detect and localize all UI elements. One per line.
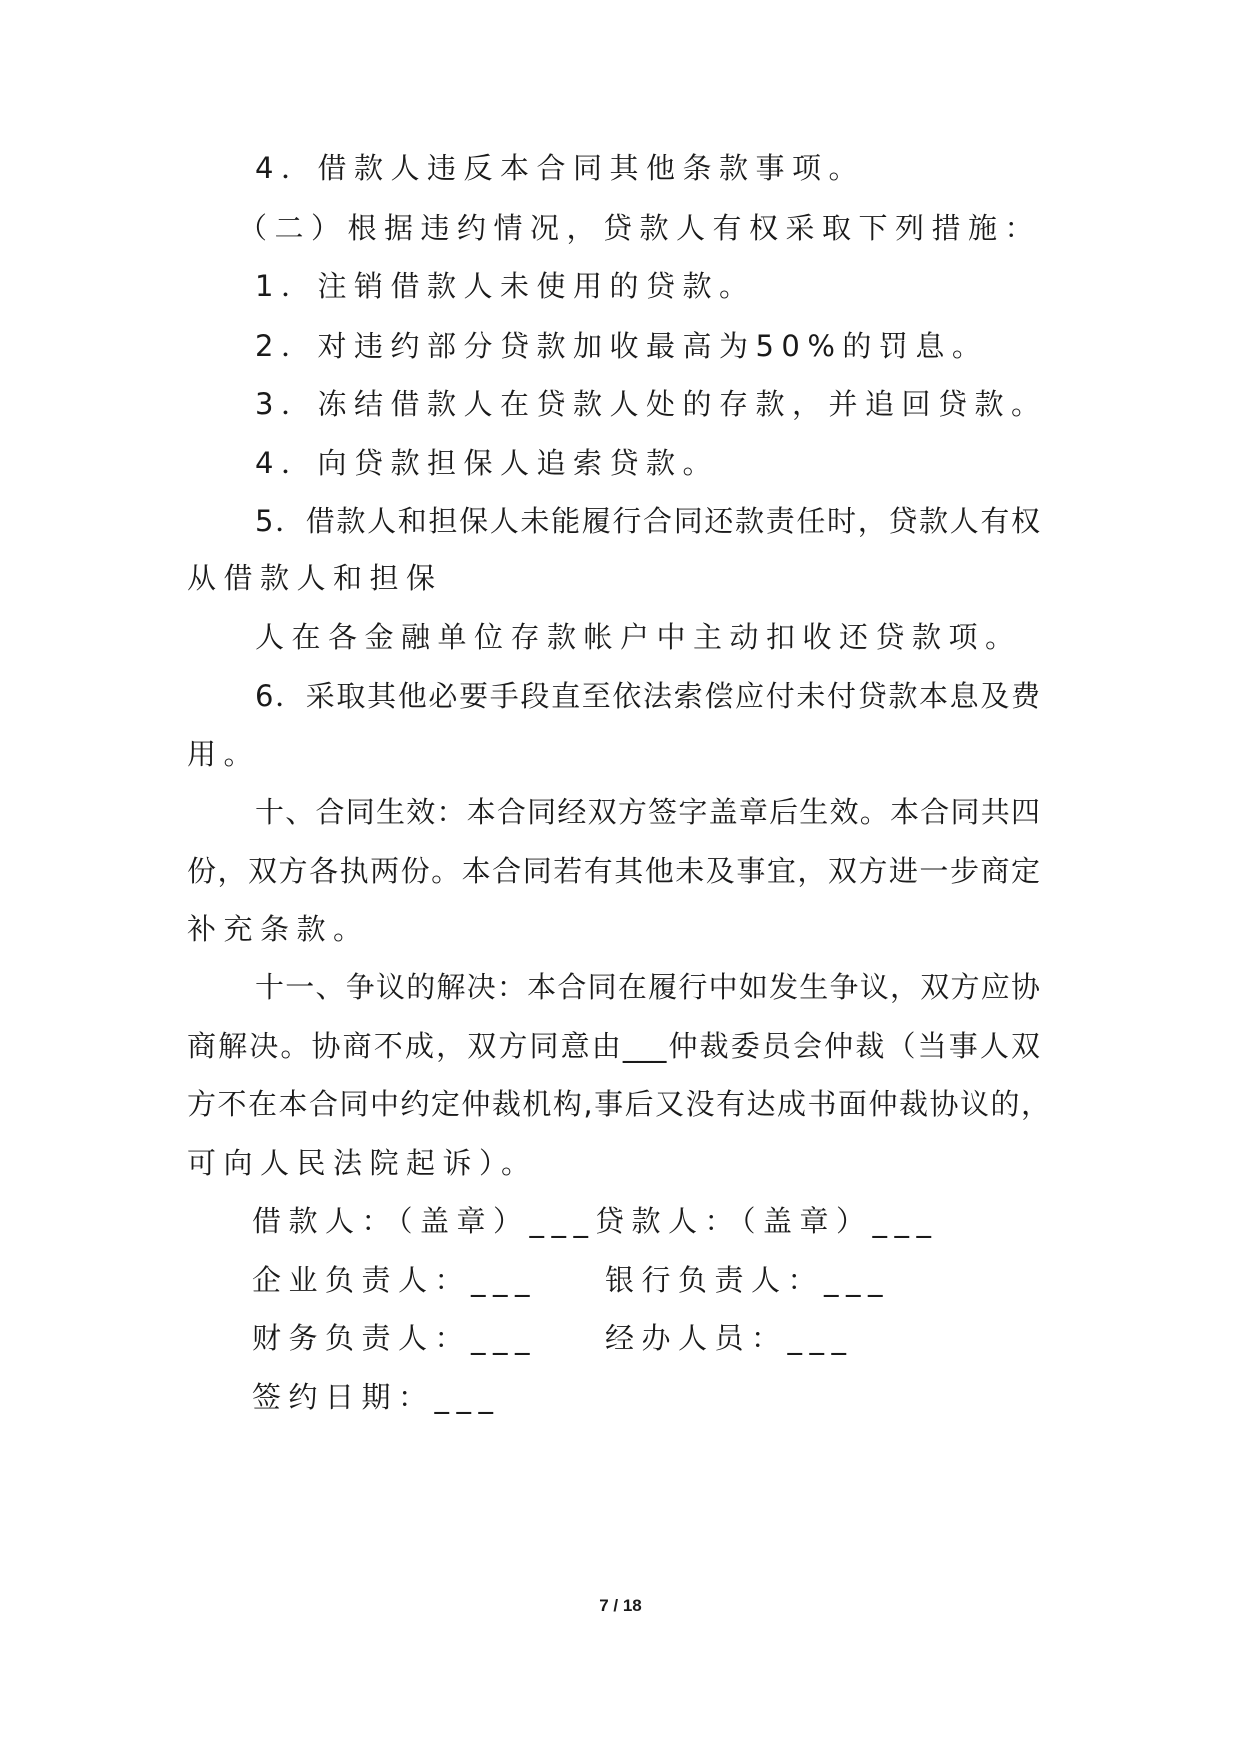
clause-line: 用。 (187, 737, 261, 771)
clause-line: 商解决。协商不成，双方同意由___仲裁委员会仲裁（当事人双 (187, 1029, 1040, 1063)
clause-line: 3．冻结借款人在贷款人处的存款，并追回贷款。 (255, 387, 1048, 421)
borrower-signature: 借款人：（盖章）___ (252, 1204, 596, 1238)
clause-line: 可向人民法院起诉）。 (187, 1146, 538, 1180)
clause-line: 4．向贷款担保人追索贷款。 (255, 446, 719, 480)
clause-line: 方不在本合同中约定仲裁机构,事后又没有达成书面仲裁协议的， (187, 1087, 1050, 1121)
finance-head-signature: 财务负责人：___ (252, 1321, 538, 1355)
handler-signature: 经办人员：___ (605, 1321, 854, 1355)
clause-line: 2．对违约部分贷款加收最高为50%的罚息。 (255, 329, 989, 363)
clause-line: 补充条款。 (187, 912, 370, 946)
clause-line: 5．借款人和担保人未能履行合同还款责任时，贷款人有权 (255, 504, 1040, 538)
clause-line: 人在各金融单位存款帐户中主动扣收还贷款项。 (255, 620, 1022, 654)
bank-head-signature: 银行负责人：___ (605, 1263, 891, 1297)
clause-line: 1．注销借款人未使用的贷款。 (255, 269, 756, 303)
clause-line: 份，双方各执两份。本合同若有其他未及事宜，双方进一步商定 (187, 854, 1040, 888)
enterprise-head-signature: 企业负责人：___ (252, 1263, 538, 1297)
clause-line: 十、合同生效：本合同经双方签字盖章后生效。本合同共四 (255, 795, 1040, 829)
lender-signature: 贷款人：（盖章）___ (595, 1204, 939, 1238)
clause-line: 6．采取其他必要手段直至依法索偿应付未付贷款本息及费 (255, 679, 1040, 713)
clause-line: （二）根据违约情况，贷款人有权采取下列措施： (238, 211, 1042, 245)
clause-line: 从借款人和担保 (187, 561, 443, 595)
sign-date: 签约日期：___ (252, 1380, 501, 1414)
clause-line: 十一、争议的解决：本合同在履行中如发生争议，双方应协 (255, 970, 1040, 1004)
clause-line: 4．借款人违反本合同其他条款事项。 (255, 151, 865, 185)
page-number: 7 / 18 (599, 1596, 642, 1615)
